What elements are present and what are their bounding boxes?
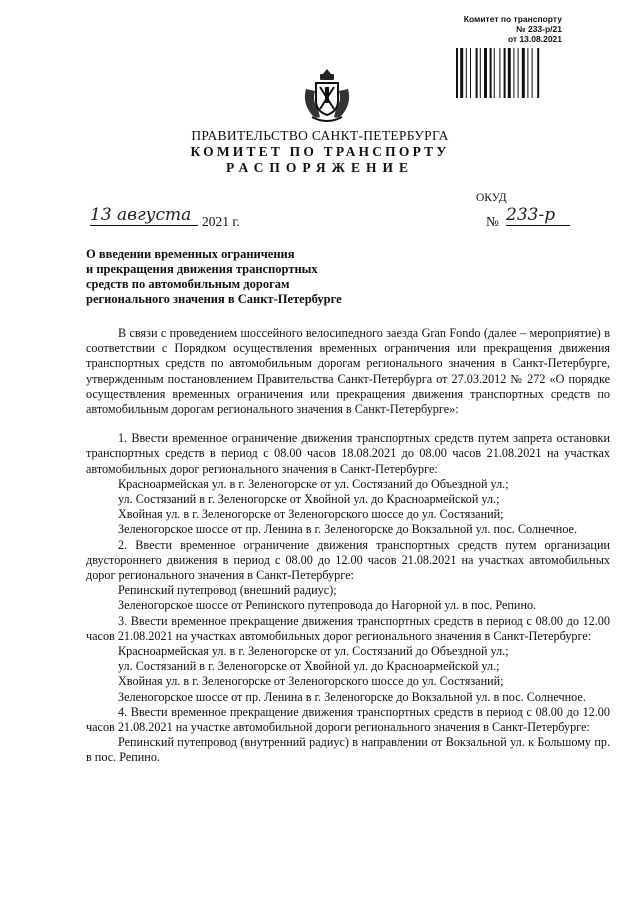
item-3-road-1: Красноармейская ул. в г. Зеленогорске от ул. Состязаний до Объездной ул.; bbox=[118, 644, 509, 659]
okud-label: ОКУД bbox=[476, 192, 507, 204]
stamp-line-1: Комитет по транспорту bbox=[463, 14, 562, 24]
item-1-road-2: ул. Состязаний в г. Зеленогорске от Хвойной ул. до Красноармейской ул.; bbox=[118, 492, 500, 507]
stamp-line-3: от 13.08.2021 bbox=[507, 34, 562, 44]
item-1-paragraph: 1. Ввести временное ограничение движения транспортных средств путем запрета остановки транспортных средств в период с 08.00 часов 18.08.2021 до 08.00 часов 21.08.2021 на участках автомобильных дорог регионального значения в Санкт-Петербурге: bbox=[86, 431, 610, 476]
item-3-road-4: Зеленогорское шоссе от пр. Ленина в г. Зеленогорске до Вокзальной ул. в пос. Солнечное. bbox=[118, 689, 586, 704]
handwritten-date: 13 августа bbox=[90, 205, 198, 226]
item-4-paragraph: 4. Ввести временное прекращение движения транспортных средств в период с 08.00 до 12.00 часов 21.08.2021 на участке автомобильной дороги регионального значения в Санкт-Петербурге: bbox=[86, 704, 610, 735]
item-2-road-1: Репинский путепровод (внешний радиус); bbox=[118, 583, 337, 598]
item-2-paragraph: 2. Ввести временное ограничение движения транспортных средств путем организации двустороннего движения в период с 08.00 до 12.00 часов 21.08.2021 на участках автомобильных дорог регионального значения в Санкт-Петербурге: bbox=[86, 537, 610, 583]
item-3-road-2: ул. Состязаний в г. Зеленогорске от Хвойной ул. до Красноармейской ул.; bbox=[118, 659, 500, 674]
item-4-road-1: Репинский путепровод (внутренний радиус) в направлении от Вокзальной ул. к Большому пр. в пос. Репино. bbox=[86, 735, 610, 765]
item-1-road-4: Зеленогорское шоссе от пр. Ленина в г. Зеленогорске до Вокзальной ул. пос. Солнечное. bbox=[118, 522, 578, 537]
item-1-road-1: Красноармейская ул. в г. Зеленогорске от ул. Состязаний до Объездной ул.; bbox=[118, 476, 509, 491]
document-subject bbox=[86, 247, 386, 307]
item-1-road-3: Хвойная ул. в г. Зеленогорске от Зеленогорского шоссе до ул. Состязаний; bbox=[118, 507, 504, 522]
intro-paragraph: В связи с проведением шоссейного велосипедного заезда Gran Fondo (далее – мероприятие) в соответствии с Порядком осуществления временных ограничения или прекращения движения транспортных средств по автомобильным дорогам регионального значения в Санкт-Петербурге, утвержденным постановлением Правительства Санкт-Петербурга от 27.03.2012 № 272 «О порядке осуществления временных ограничения или прекращения движения транспортных средств по автомобильным дорогам регионального значения в Санкт-Петербурге»: bbox=[86, 326, 610, 417]
handwritten-number: 233-р bbox=[506, 205, 570, 226]
item-3-paragraph: 3. Ввести временное прекращение движения транспортных средств в период с 08.00 до 12.00 часов 21.08.2021 на участках автомобильных дорог регионального значения в Санкт-Петербурге: bbox=[86, 613, 610, 643]
stamp-line-2: № 233-р/21 bbox=[516, 24, 562, 34]
government-title: ПРАВИТЕЛЬСТВО САНКТ-ПЕТЕРБУРГА bbox=[191, 128, 449, 143]
subject-line-4: регионального значения в Санкт-Петербурге bbox=[86, 292, 342, 306]
registration-stamp bbox=[452, 14, 562, 44]
number-label: № bbox=[486, 214, 499, 229]
barcode-icon bbox=[456, 48, 560, 98]
subject-line-1: О введении временных ограничения bbox=[86, 247, 295, 261]
subject-line-3: средств по автомобильным дорогам bbox=[86, 277, 290, 291]
item-2-road-2: Зеленогорское шоссе от Репинского путепровода до Нагорной ул. в пос. Репино. bbox=[118, 598, 537, 613]
document-body bbox=[86, 326, 610, 766]
document-type: РАСПОРЯЖЕНИЕ bbox=[225, 160, 415, 175]
date-year: 2021 г. bbox=[202, 214, 240, 229]
item-3-road-3: Хвойная ул. в г. Зеленогорске от Зеленогорского шоссе до ул. Состязаний; bbox=[118, 674, 504, 689]
subject-line-2: и прекращения движения транспортных bbox=[86, 262, 318, 276]
coat-of-arms-icon bbox=[300, 65, 354, 125]
committee-title: КОМИТЕТ ПО ТРАНСПОРТУ bbox=[190, 144, 450, 159]
